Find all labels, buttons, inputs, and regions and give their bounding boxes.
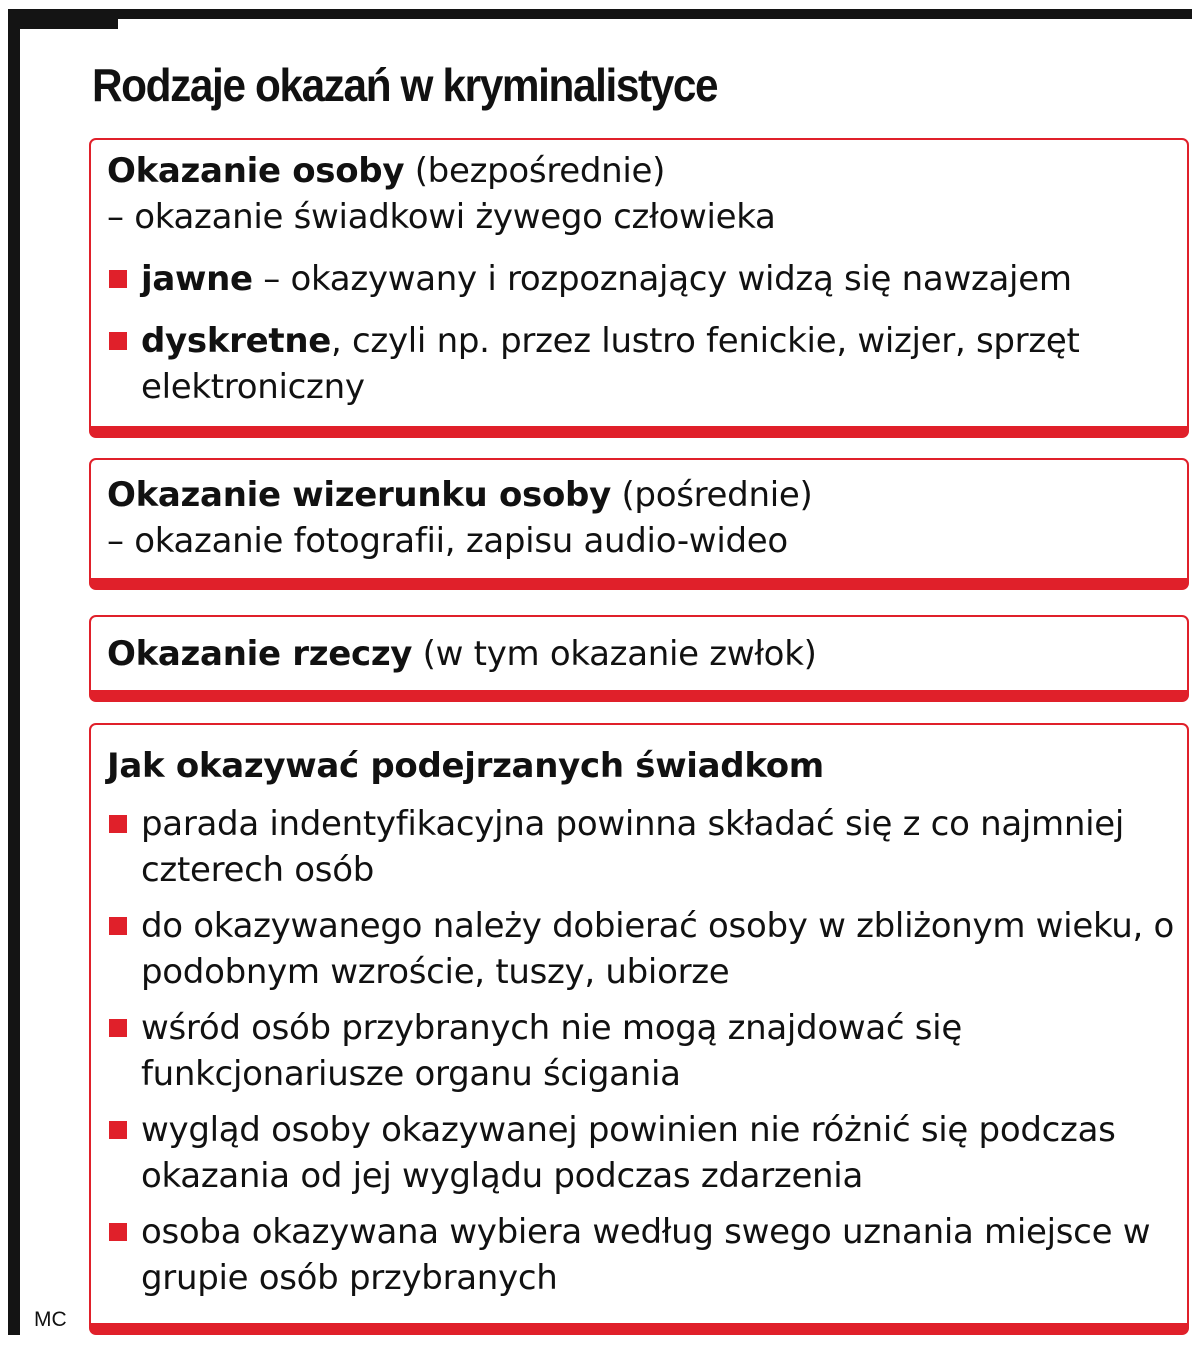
- section-heading-bold: Jak okazywać podejrzanych świadkom: [107, 746, 824, 786]
- red-square-bullet-icon: [109, 1019, 127, 1037]
- section-heading-bold: Okazanie wizerunku osoby: [107, 475, 611, 515]
- list-item-bold: jawne: [141, 259, 253, 299]
- list-item: [107, 903, 1177, 995]
- section-heading-rest: (pośrednie): [610, 475, 813, 515]
- section-heading-rest: (w tym okazanie zwłok): [412, 634, 817, 674]
- red-square-bullet-icon: [109, 815, 127, 833]
- list-item: [107, 1107, 1177, 1199]
- section-heading-bold: Okazanie osoby: [107, 151, 405, 191]
- red-square-bullet-icon: [109, 917, 127, 935]
- list-item-text: , czyli np. przez lustro fenickie, wizjer, sprzęt elektroniczny: [141, 321, 1080, 407]
- frame-corner-tab: [8, 9, 118, 29]
- list-item: [107, 256, 1177, 302]
- red-square-bullet-icon: [109, 332, 127, 350]
- section-heading: [107, 472, 1177, 518]
- frame-top-bar: [8, 9, 1192, 19]
- section-heading: [107, 631, 1177, 677]
- list-item: [107, 1209, 1177, 1301]
- list-item: [107, 318, 1177, 410]
- red-square-bullet-icon: [109, 1223, 127, 1241]
- red-square-bullet-icon: [109, 1121, 127, 1139]
- section-description: – okazanie świadkowi żywego człowieka: [107, 197, 776, 237]
- section-heading: [107, 148, 1177, 194]
- list-item-text: do okazywanego należy dobierać osoby w zbliżonym wieku, o podobnym wzroście, tuszy, ubiorze: [141, 906, 1175, 992]
- section-okazanie-osoby: [89, 138, 1189, 438]
- page-title: Rodzaje okazań w kryminalistyce: [92, 59, 718, 111]
- frame-left-bar: [8, 9, 20, 1335]
- list-item-text: wygląd osoby okazywanej powinien nie różnić się podczas okazania od jej wyglądu podczas zdarzenia: [141, 1110, 1116, 1196]
- section-jak-okazywac: [89, 723, 1189, 1335]
- red-square-bullet-icon: [109, 270, 127, 288]
- section-heading-bold: Okazanie rzeczy: [107, 634, 413, 674]
- section-okazanie-wizerunku: [89, 458, 1189, 590]
- section-okazanie-rzeczy: [89, 615, 1189, 702]
- list-item: [107, 1005, 1177, 1097]
- section-heading-rest: (bezpośrednie): [404, 151, 666, 191]
- section-description: – okazanie fotografii, zapisu audio-wideo: [107, 521, 788, 561]
- list-item-bold: dyskretne: [141, 321, 331, 361]
- list-item-text: wśród osób przybranych nie mogą znajdować się funkcjonariusze organu ścigania: [141, 1008, 962, 1094]
- list-item-text: osoba okazywana wybiera według swego uznania miejsce w grupie osób przybranych: [141, 1212, 1151, 1298]
- author-credit: MC: [34, 1308, 67, 1331]
- list-item: [107, 801, 1177, 893]
- list-item-text: – okazywany i rozpoznający widzą się nawzajem: [252, 259, 1072, 299]
- section-heading: [107, 743, 1177, 789]
- list-item-text: parada indentyfikacyjna powinna składać się z co najmniej czterech osób: [141, 804, 1124, 890]
